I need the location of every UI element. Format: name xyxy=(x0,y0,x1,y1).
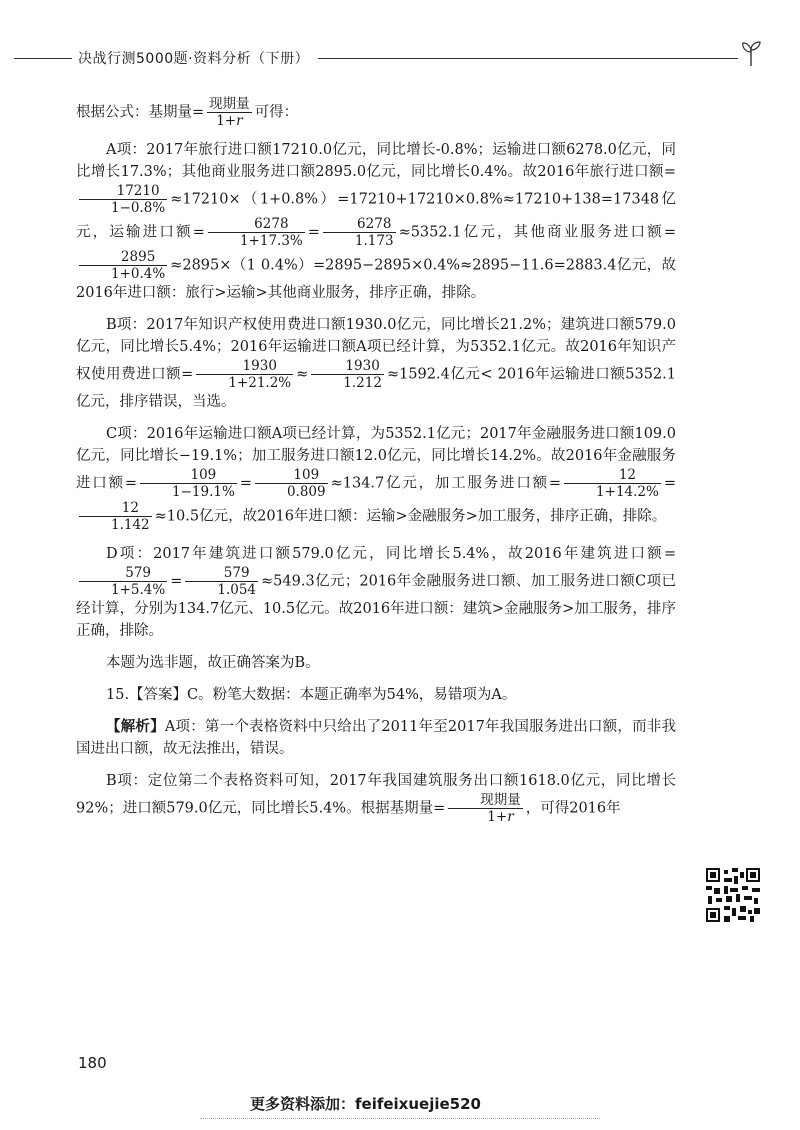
fraction xyxy=(255,467,328,500)
header-rule-left xyxy=(14,58,72,59)
frac-den-var: r xyxy=(507,809,514,825)
option-c-text-3: ≈10.5亿元，故2016年进口额：运输>金融服务>加工服务，排序正确，排除。 xyxy=(154,508,667,525)
footer-rule xyxy=(200,1118,600,1119)
frac-num: 12 xyxy=(79,500,152,517)
frac-den: 1+0.4% xyxy=(111,266,166,282)
fraction xyxy=(196,358,293,391)
q15-analysis-a xyxy=(76,716,676,760)
frac-den: 1+17.3% xyxy=(239,233,303,249)
analysis-b-text-1: B项：定位第二个表格资料可知，2017年我国建筑服务出口额1618.0亿元，同比增长92%；进口额579.0亿元，同比增长5.4%。根据基期量= xyxy=(76,773,676,817)
option-c-paragraph xyxy=(76,423,676,533)
fraction xyxy=(185,565,258,598)
fraction xyxy=(79,183,167,216)
option-d-paragraph xyxy=(76,543,676,642)
equals-sign: = xyxy=(663,475,676,492)
fraction xyxy=(323,216,396,249)
option-b-paragraph xyxy=(76,314,676,413)
solution-body xyxy=(76,96,676,835)
q15-answer: 15.【答案】C。粉笔大数据：本题正确率为54%，易错项为A。 xyxy=(106,687,517,703)
frac-num: 2895 xyxy=(79,249,167,266)
option-b-text-1: B项：2017年知识产权使用费进口额1930.0亿元，同比增长21.2%；建筑进口额579.0亿元，同比增长5.4%；2016年运输进口额A项已经计算，为5352.1亿元。故2016年知识产权使用费进口额= xyxy=(76,317,676,383)
formula-intro xyxy=(76,96,676,129)
formula-prefix: 根据公式：基期量= xyxy=(76,104,205,121)
frac-den xyxy=(207,113,252,129)
frac-den: 1+21.2% xyxy=(228,375,292,391)
header-rule-right xyxy=(318,58,738,59)
frac-den: 1.142 xyxy=(111,517,150,533)
frac-den: 1.173 xyxy=(354,233,394,249)
equals-sign: = xyxy=(170,573,183,590)
option-c-text-2: ≈134.7亿元，加工服务进口额= xyxy=(330,475,562,492)
option-a-text-4: ≈2895×（1 0.4%）=2895−2895×0.4%≈2895−11.6=2883.4亿元，故2016年进口额：旅行>运输>其他商业服务，排序正确，排除。 xyxy=(76,257,676,301)
frac-den-var: r xyxy=(236,113,243,129)
option-d-text-1: D项：2017年建筑进口额579.0亿元，同比增长5.4%，故2016年建筑进口额= xyxy=(106,546,676,562)
frac-den-prefix: 1+ xyxy=(487,809,508,825)
frac-num: 1930 xyxy=(311,358,384,375)
frac-num: 6278 xyxy=(323,216,396,233)
equals-sign: = xyxy=(239,475,252,492)
frac-num: 现期量 xyxy=(448,792,523,809)
option-a-text-2: ≈17210×（1+0.8%）=17210+17210×0.8%≈17210+138=17348亿元，运输进口额= xyxy=(76,191,676,241)
frac-num: 109 xyxy=(140,467,237,484)
fraction xyxy=(140,467,237,500)
fraction xyxy=(208,216,305,249)
option-d-text-2: ≈549.3亿元；2016年金融服务进口额、加工服务进口额C项已经计算，分别为134.7亿元、10.5亿元。故2016年进口额：建筑>金融服务>加工服务，排序正确，排除。 xyxy=(76,573,676,639)
book-title: 决战行测5000题·资料分析（下册） xyxy=(78,51,310,67)
approx-sign: ≈ xyxy=(296,366,309,383)
frac-den xyxy=(448,809,523,825)
qr-code-icon[interactable] xyxy=(706,868,760,922)
option-a-text-1: A项：2017年旅行进口额17210.0亿元，同比增长-0.8%；运输进口额6278.0亿元，同比增长17.3%；其他商业服务进口额2895.0亿元，同比增长0.4%。故2016年旅行进口额= xyxy=(76,142,676,180)
fraction xyxy=(79,500,152,533)
frac-den: 1+5.4% xyxy=(111,582,166,598)
frac-num: 6278 xyxy=(208,216,305,233)
option-a-text-3: ≈5352.1亿元，其他商业服务进口额= xyxy=(398,224,676,241)
frac-den: 1.054 xyxy=(217,582,257,598)
frac-den: 1−19.1% xyxy=(172,484,235,500)
frac-num: 现期量 xyxy=(209,96,250,112)
frac-den-prefix: 1+ xyxy=(216,113,237,129)
equals-sign: = xyxy=(307,224,320,241)
frac-den: 1.212 xyxy=(343,375,382,391)
fraction-base-formula xyxy=(207,96,252,129)
sprout-icon xyxy=(736,38,766,68)
frac-num: 12 xyxy=(564,467,661,484)
footer-note: 更多资料添加：feifeixuejie520 xyxy=(250,1095,481,1113)
fraction xyxy=(564,467,661,500)
frac-num: 1930 xyxy=(196,358,293,375)
analysis-b-text-2: ，可得2016年 xyxy=(525,800,621,817)
frac-den: 0.809 xyxy=(286,484,326,500)
frac-num: 579 xyxy=(79,565,167,582)
frac-num: 579 xyxy=(185,565,258,582)
fraction xyxy=(311,358,384,391)
formula-suffix: 可得： xyxy=(254,104,299,121)
q15-analysis-b xyxy=(76,770,676,825)
conclusion: 本题为选非题，故正确答案为B。 xyxy=(106,655,320,671)
fraction xyxy=(79,249,167,282)
page-number: 180 xyxy=(78,1054,107,1072)
fraction-base-formula xyxy=(448,792,523,825)
option-b-text-2: ≈1592.4亿元< 2016年运输进口额5352.1亿元，排序错误，当选。 xyxy=(76,366,676,410)
frac-num: 109 xyxy=(255,467,328,484)
analysis-label: 【解析】 xyxy=(106,718,165,735)
fraction xyxy=(79,565,167,598)
option-c-text-1: C项：2016年运输进口额A项已经计算，为5352.1亿元；2017年金融服务进口额109.0亿元，同比增长−19.1%；加工服务进口额12.0亿元，同比增长14.2%。故2016年金融服务进口额= xyxy=(76,426,676,492)
frac-num: 17210 xyxy=(79,183,167,200)
analysis-a-text: A项：第一个表格资料中只给出了2011年至2017年我国服务进出口额，而非我国进出口额，故无法推出，错误。 xyxy=(76,719,676,757)
page-header xyxy=(0,44,800,74)
frac-den: 1+14.2% xyxy=(596,484,659,500)
option-a-paragraph xyxy=(76,139,676,304)
frac-den: 1−0.8% xyxy=(111,200,166,216)
